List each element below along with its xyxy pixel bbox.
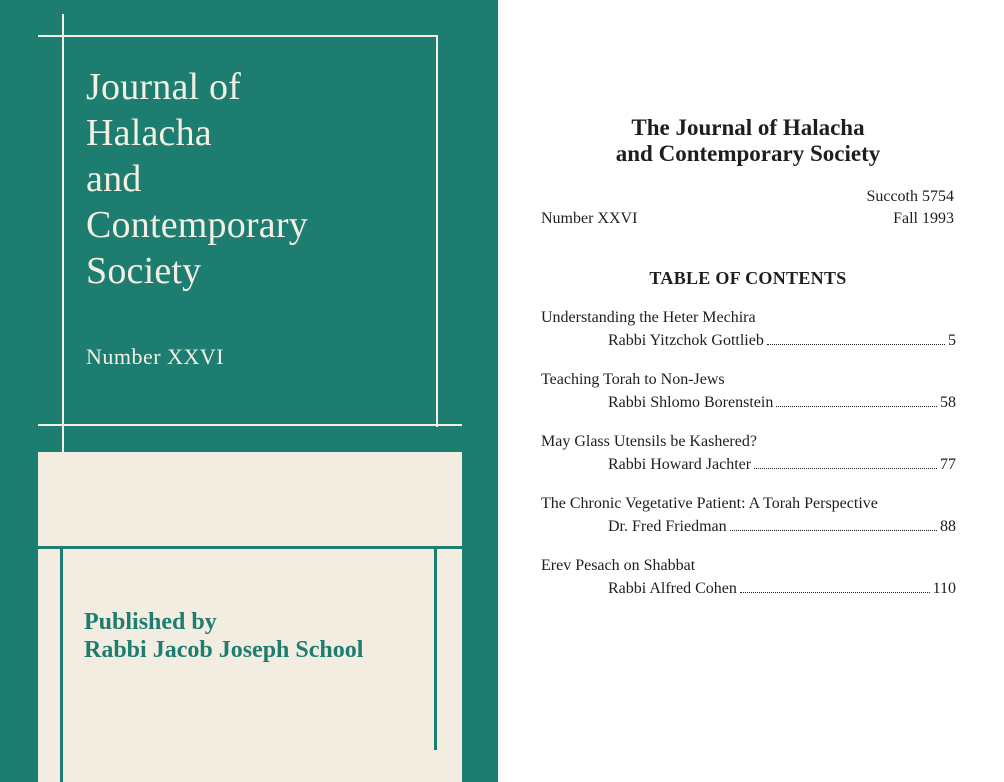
cover-title (86, 64, 426, 294)
issue-number: Number XXVI (541, 210, 638, 227)
article-byline (608, 453, 956, 477)
article-page-number: 110 (932, 580, 956, 597)
article-page-number: 58 (940, 394, 956, 411)
article-title: May Glass Utensils be Kashered? (541, 433, 757, 450)
hebrew-date: Succoth 5754 (866, 188, 954, 205)
toc-entry (541, 493, 956, 555)
toc-entry (541, 431, 956, 493)
article-author: Rabbi Howard Jachter (608, 456, 752, 473)
contents-page (498, 0, 1004, 782)
article-title: Teaching Torah to Non-Jews (541, 371, 725, 388)
dot-leader (754, 468, 937, 469)
cover-publisher (84, 608, 363, 664)
cover-title-line: and (86, 158, 142, 200)
cover-rule-left (62, 14, 64, 452)
article-byline (608, 391, 956, 415)
journal-title-line: The Journal of Halacha (631, 115, 865, 140)
dot-leader (776, 406, 937, 407)
cover-rule-middle (38, 424, 462, 426)
article-byline (608, 577, 956, 601)
article-title: Erev Pesach on Shabbat (541, 557, 696, 574)
publisher-line: Rabbi Jacob Joseph School (84, 637, 364, 663)
cover-panel-rule-horizontal (38, 546, 462, 549)
cover-title-line: Journal of (86, 66, 242, 108)
article-page-number: 77 (940, 456, 956, 473)
toc-entry (541, 307, 956, 369)
article-author: Rabbi Alfred Cohen (608, 580, 737, 597)
journal-title-line: and Contemporary Society (615, 141, 881, 166)
cover-rule-top (38, 35, 438, 37)
article-author: Rabbi Shlomo Borenstein (608, 394, 774, 411)
article-author: Rabbi Yitzchok Gottlieb (608, 332, 764, 349)
issue-season: Fall 1993 (893, 210, 954, 227)
article-page-number: 5 (948, 332, 956, 349)
cover-title-line: Halacha (86, 112, 212, 154)
publisher-line: Published by (84, 609, 217, 635)
cover-panel-rule-left (60, 546, 63, 782)
article-page-number: 88 (940, 518, 956, 535)
toc-heading: TABLE OF CONTENTS (649, 268, 847, 288)
article-title: Understanding the Heter Mechira (541, 309, 756, 326)
dot-leader (767, 344, 945, 345)
cover-title-line: Contemporary (86, 204, 308, 246)
cover-title-line: Society (86, 250, 202, 292)
article-title: The Chronic Vegetative Patient: A Torah Perspective (541, 495, 878, 512)
article-byline (608, 515, 956, 539)
toc-list (541, 307, 956, 617)
toc-entry (541, 555, 956, 617)
article-byline (608, 329, 956, 353)
cover-panel-rule-right (434, 546, 437, 750)
cover-issue-number: Number XXVI (86, 344, 225, 369)
journal-title (498, 115, 998, 167)
cover-rule-right (436, 35, 438, 427)
article-author: Dr. Fred Friedman (608, 518, 727, 535)
dot-leader (740, 592, 930, 593)
journal-cover (0, 0, 498, 782)
toc-entry (541, 369, 956, 431)
dot-leader (730, 530, 937, 531)
